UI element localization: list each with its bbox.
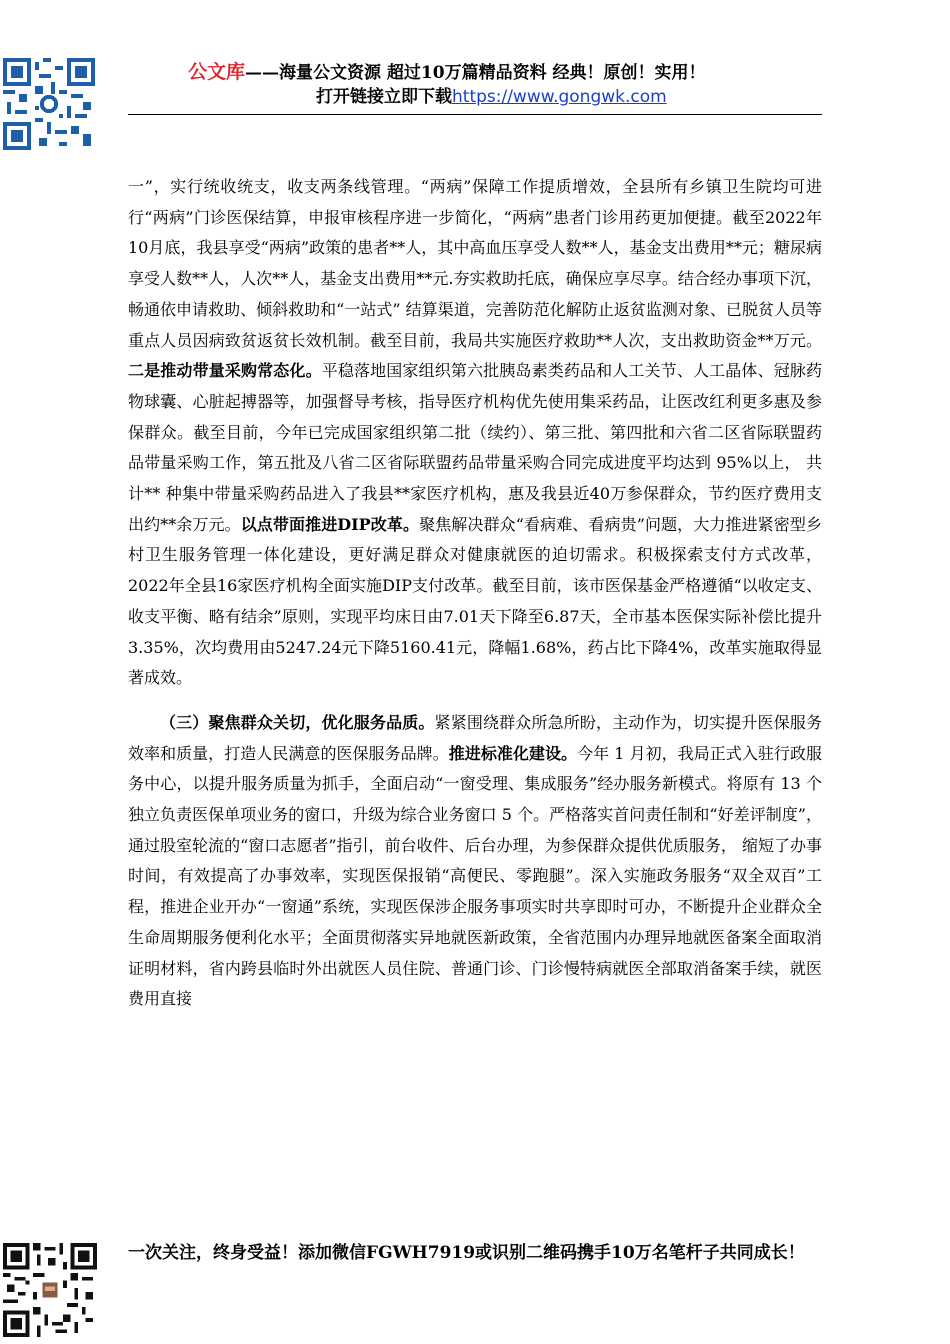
paragraph-medical-insurance: [128, 172, 822, 694]
brand-name: 公文库: [188, 61, 246, 83]
text-run: 平稳落地国家组织第六批胰岛素类药品和人工关节、人工晶体、冠脉药物球囊、心脏起搏器等，加强督导考核，指导医疗机构优先使用集采药品，让医改红利更多惠及参保群众。截至目前，今年已完成国家组织第二批（续约）、第三批、第四批和六省二区省际联盟药品带量采购工作，第五批及八省二区省际联盟药品带量采购合同完成进度平均达到 95%以上， 共计** 种集中带量采购药品进入了我县**家医疗机构，惠及我县近40万参保群众，节约医疗费用支出约**余万元。: [128, 361, 822, 534]
header-tagline: ——海量公文资源 超过10万篇精品资料 经典！原创！实用！: [245, 63, 706, 83]
qr-code-top: [3, 58, 95, 150]
document-body: [128, 172, 822, 1015]
section-heading: （三）聚焦群众关切，优化服务品质。: [160, 712, 435, 732]
website-link[interactable]: https://www.gongwk.com: [452, 87, 667, 107]
header-download-line: [316, 85, 808, 109]
qr-code-bottom: [3, 1243, 97, 1337]
page-header: [188, 60, 808, 109]
bold-heading: 以点带面推进DIP改革。: [240, 514, 420, 534]
header-divider: [128, 114, 822, 115]
paragraph-service-quality: [128, 708, 822, 1015]
download-prefix: 打开链接立即下载: [316, 87, 452, 107]
footer-promo: 一次关注，终身受益！添加微信FGWH7919或识别二维码携手10万名笔杆子共同成长！: [128, 1243, 805, 1263]
text-run: 今年 1 月初，我局正式入驻行政服务中心，以提升服务质量为抓手，全面启动“一窗受理、集成服务”经办服务新模式。将原有 13 个独立负责医保单项业务的窗口，升级为综合业务窗口 5 个。严格落实首问责任制和“好差评制度”，通过股室轮流的“窗口志愿者”指引，前台收件、后台办理，为参保群众提供优质服务， 缩短了办事时间，有效提高了办事效率，实现医保报销“高便民、零跑腿”。深入实施政务服务“双全双百”工程，推进企业开办“一窗通”系统，实现医保涉企服务事项实时共享即时可办，不断提升企业群众全生命周期服务便利化水平；全面贯彻落实异地就医新政策，全省范围内办理异地就医备案全面取消证明材料，省内跨县临时外出就医人员住院、普通门诊、门诊慢特病就医全部取消备案手续，就医费用直接: [128, 743, 822, 1009]
header-tagline-line: [188, 60, 808, 85]
bold-heading: 推进标准化建设。: [448, 743, 578, 763]
text-run: 紧紧围绕群众所急所盼，主动作为，切实提升医保服务效率和质量，打造人民满意的医保服务品牌。: [128, 712, 822, 763]
text-run: 聚焦解决群众“看病难、看病贵”问题，大力推进紧密型乡村卫生服务管理一体化建设，更好满足群众对健康就医的迫切需求。积极探索支付方式改革，2022年全县16家医疗机构全面实施DIP支付改革。截至目前，该市医保基金严格遵循“以收定支、收支平衡、略有结余”原则，实现平均床日由7.01天下降至6.87天，全市基本医保实际补偿比提升3.35%，次均费用由5247.24元下降5160.41元，降幅1.68%，药占比下降4%，改革实施取得显著成效。: [128, 514, 822, 688]
bold-heading: 二是推动带量采购常态化。: [128, 361, 322, 381]
text-run: 一”，实行统收统支，收支两条线管理。“两病”保障工作提质增效，全县所有乡镇卫生院均可进行“两病”门诊医保结算，申报审核程序进一步简化，“两病”患者门诊用药更加便捷。截至2022年10月底，我县享受“两病”政策的患者**人，其中高血压享受人数**人，基金支出费用**元；糖尿病享受人数**人，人次**人，基金支出费用**元.夯实救助托底，确保应享尽享。结合经办事项下沉，畅通依申请救助、倾斜救助和“一站式” 结算渠道，完善防范化解防止返贫监测对象、已脱贫人员等重点人员因病致贫返贫长效机制。截至目前，我局共实施医疗救助**人次，支出救助资金**万元。: [128, 177, 822, 350]
